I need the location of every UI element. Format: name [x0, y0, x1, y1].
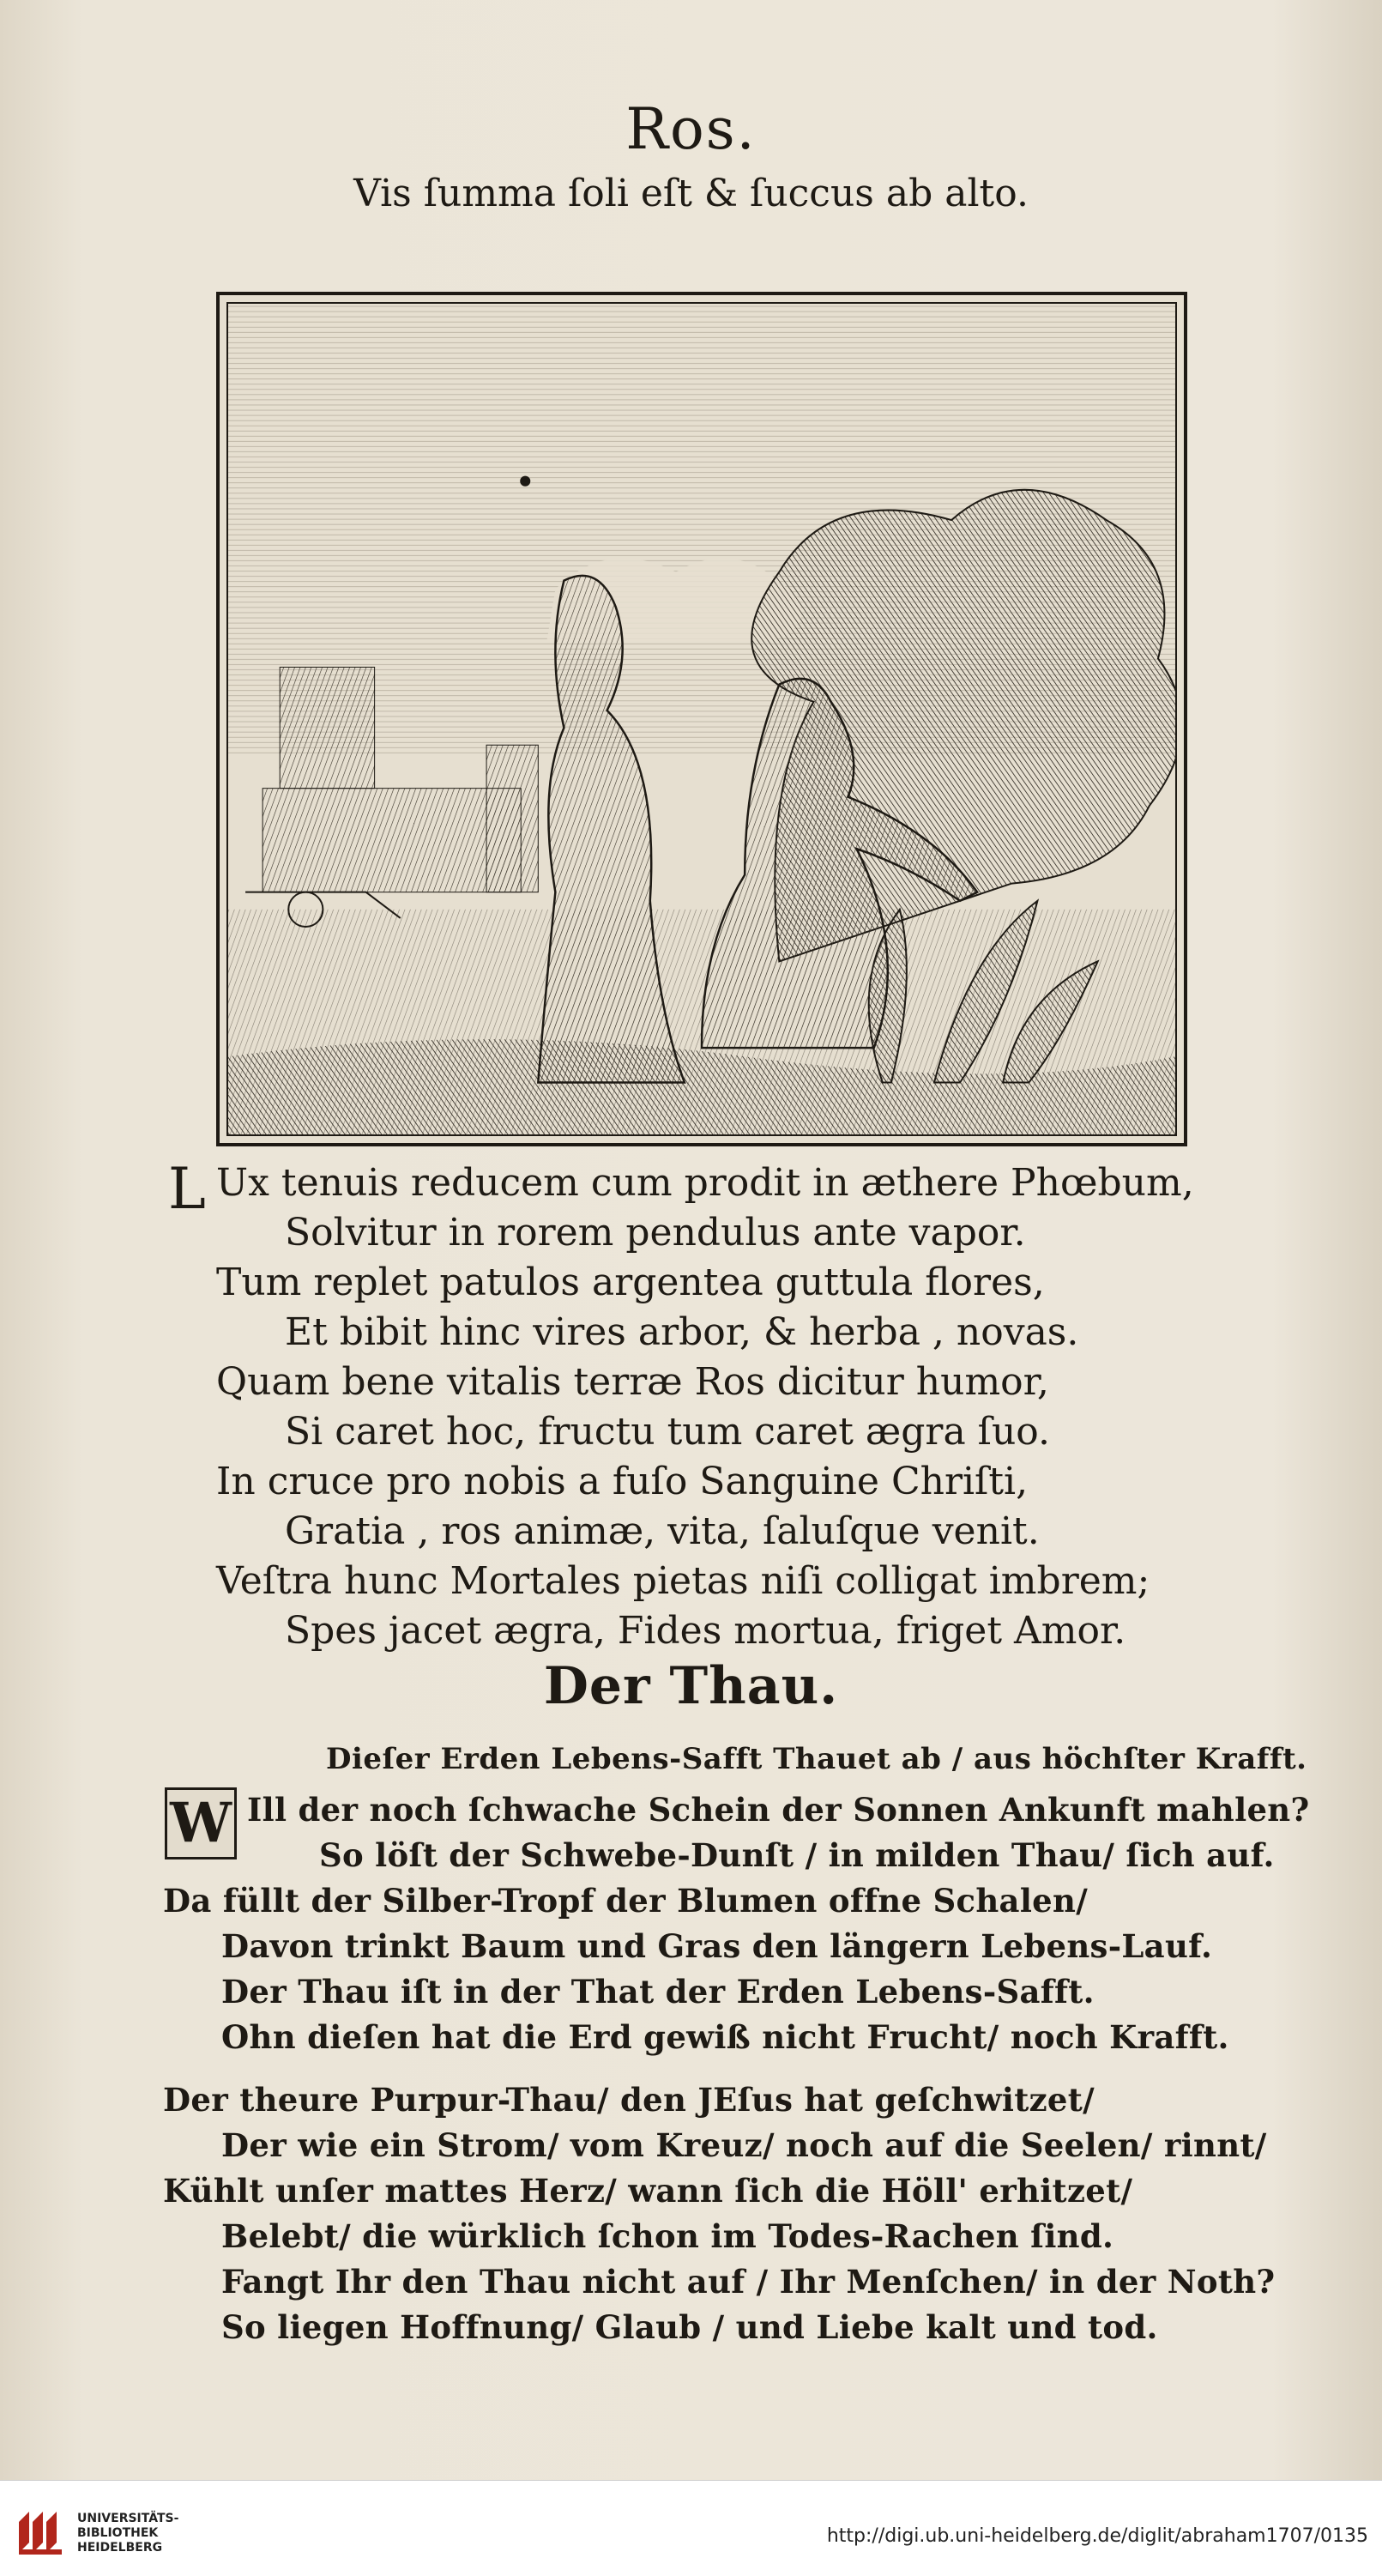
german-motto: Dieſer Erden Lebens-Safft Thauet ab / aus höchſter Krafft. [326, 1742, 1307, 1776]
institution-line: UNIVERSITÄTS- [77, 2512, 179, 2525]
latin-poem [168, 1158, 1198, 1656]
german-line: Belebt/ die würklich ſchon im Todes-Rachen ſind. [221, 2217, 1114, 2255]
latin-dropcap: L [168, 1156, 206, 1222]
german-line: Der theure Purpur-Thau/ den JEſus hat geſchwitzet/ [163, 2081, 1095, 2119]
german-line: Der Thau iſt in der That der Erden Lebens-Safft. [221, 1973, 1095, 2011]
engraving-plate [216, 292, 1187, 1146]
institution-name [77, 2512, 178, 2555]
german-line: Fangt Ihr den Thau nicht auf / Ihr Menſchen/ in der Noth? [221, 2263, 1276, 2301]
latin-motto: Vis ſumma ſoli eſt & ſuccus ab alto. [353, 172, 1029, 215]
latin-line: In cruce pro nobis a fuſo Sanguine Chriſti, [216, 1460, 1029, 1503]
institution-line: HEIDELBERG [77, 2541, 163, 2555]
page-title: Ros. [625, 96, 757, 162]
german-line: Kühlt unſer mattes Herz/ wann ſich die Höll' erhitzet/ [163, 2172, 1133, 2210]
latin-line: Solvitur in rorem pendulus ante vapor. [285, 1211, 1026, 1255]
engraving-illustration [228, 304, 1175, 1134]
source-url-link[interactable]: http://digi.ub.uni-heidelberg.de/diglit/abraham1707/0135 [826, 2525, 1368, 2547]
latin-line: Quam bene vitalis terræ Ros dicitur humor, [216, 1360, 1049, 1404]
latin-line: Veſtra hunc Mortales pietas niſi colligat imbrem; [216, 1559, 1150, 1603]
footer-bar [0, 2480, 1382, 2576]
latin-line: Ux tenuis reducem cum prodit in æthere Phœbum, [216, 1161, 1194, 1205]
german-line: So löſt der Schwebe-Dunſt / in milden Thau/ ſich auf. [319, 1836, 1275, 1874]
german-line: Der wie ein Strom/ vom Kreuz/ noch auf die Seelen/ rinnt/ [221, 2126, 1267, 2164]
german-line: So liegen Hoffnung/ Glaub / und Liebe kalt und tod. [221, 2308, 1158, 2346]
latin-line: Si caret hoc, fructu tum caret ægra ſuo. [285, 1410, 1051, 1454]
german-line: Davon trinkt Baum und Gras den längern Lebens-Lauf. [221, 1927, 1213, 1965]
university-logo-icon [14, 2506, 70, 2558]
german-dropcap: W [165, 1787, 237, 1859]
german-poem [154, 1787, 1310, 2350]
latin-line: Et bibit hinc vires arbor, & herba , novas. [285, 1310, 1079, 1354]
institution-line: BIBLIOTHEK [77, 2526, 159, 2540]
latin-line: Spes jacet ægra, Fides mortua, friget Amor. [285, 1609, 1126, 1653]
german-title: Der Thau. [543, 1656, 839, 1716]
latin-line: Tum replet patulos argentea guttula flores, [216, 1261, 1045, 1304]
german-line: Ohn dieſen hat die Erd gewiß nicht Frucht/ noch Krafft. [221, 2018, 1229, 2056]
german-line: Da füllt der Silber-Tropf der Blumen offne Schalen/ [163, 1882, 1089, 1920]
german-line: Ill der noch ſchwache Schein der Sonnen Ankunft mahlen? [247, 1791, 1310, 1829]
latin-line: Gratia , ros animæ, vita, ſaluſque venit. [285, 1509, 1040, 1553]
